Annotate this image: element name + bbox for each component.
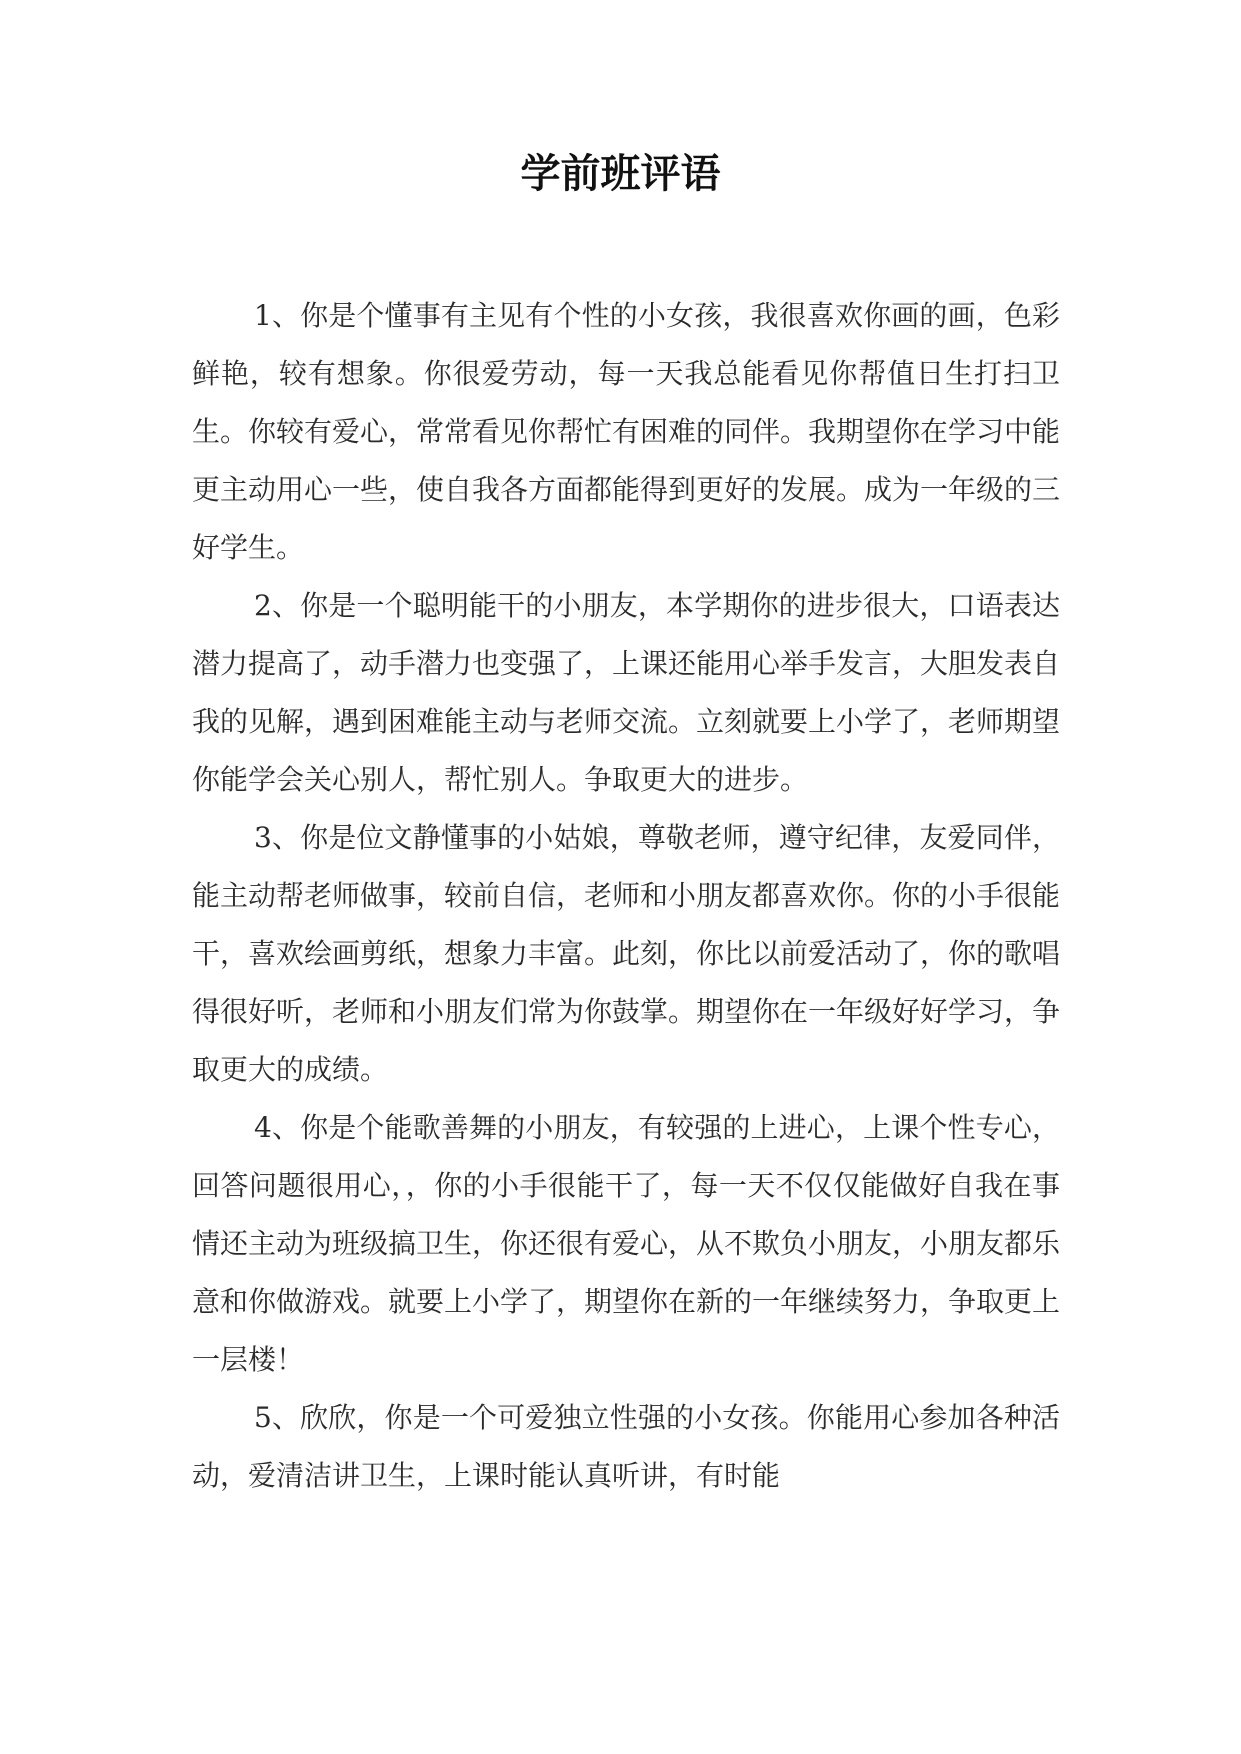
comment-paragraph-4: 4、你是个能歌善舞的小朋友，有较强的上进心，上课个性专心，回答问题很用心，，你的小手很能干了，每一天不仅仅能做好自我在事情还主动为班级搞卫生，你还很有爱心，从不欺负小朋友，小朋友都乐意和你做游戏。就要上小学了，期望你在新的一年继续努力，争取更上一层楼！ xyxy=(192,1111,1061,1376)
comment-paragraph-1: 1、你是个懂事有主见有个性的小女孩，我很喜欢你画的画，色彩鲜艳，较有想象。你很爱劳动，每一天我总能看见你帮值日生打扫卫生。你较有爱心，常常看见你帮忙有困难的同伴。我期望你在学习中能更主动用心一些，使自我各方面都能得到更好的发展。成为一年级的三好学生。 xyxy=(192,299,1061,564)
comment-paragraph-3: 3、你是位文静懂事的小姑娘，尊敬老师，遵守纪律，友爱同伴，能主动帮老师做事，较前自信，老师和小朋友都喜欢你。你的小手很能干，喜欢绘画剪纸，想象力丰富。此刻，你比以前爱活动了，你的歌唱得很好听，老师和小朋友们常为你鼓掌。期望你在一年级好好学习，争取更大的成绩。 xyxy=(192,821,1061,1086)
comment-paragraph-2: 2、你是一个聪明能干的小朋友，本学期你的进步很大，口语表达潜力提高了，动手潜力也变强了，上课还能用心举手发言，大胆发表自我的见解，遇到困难能主动与老师交流。立刻就要上小学了，老师期望你能学会关心别人，帮忙别人。争取更大的进步。 xyxy=(192,589,1061,796)
comment-paragraph-5: 5、欣欣，你是一个可爱独立性强的小女孩。你能用心参加各种活动，爱清洁讲卫生，上课时能认真听讲，有时能 xyxy=(192,1401,1060,1492)
document-body xyxy=(192,287,1060,1505)
document-title: 学前班评语 xyxy=(520,151,721,197)
